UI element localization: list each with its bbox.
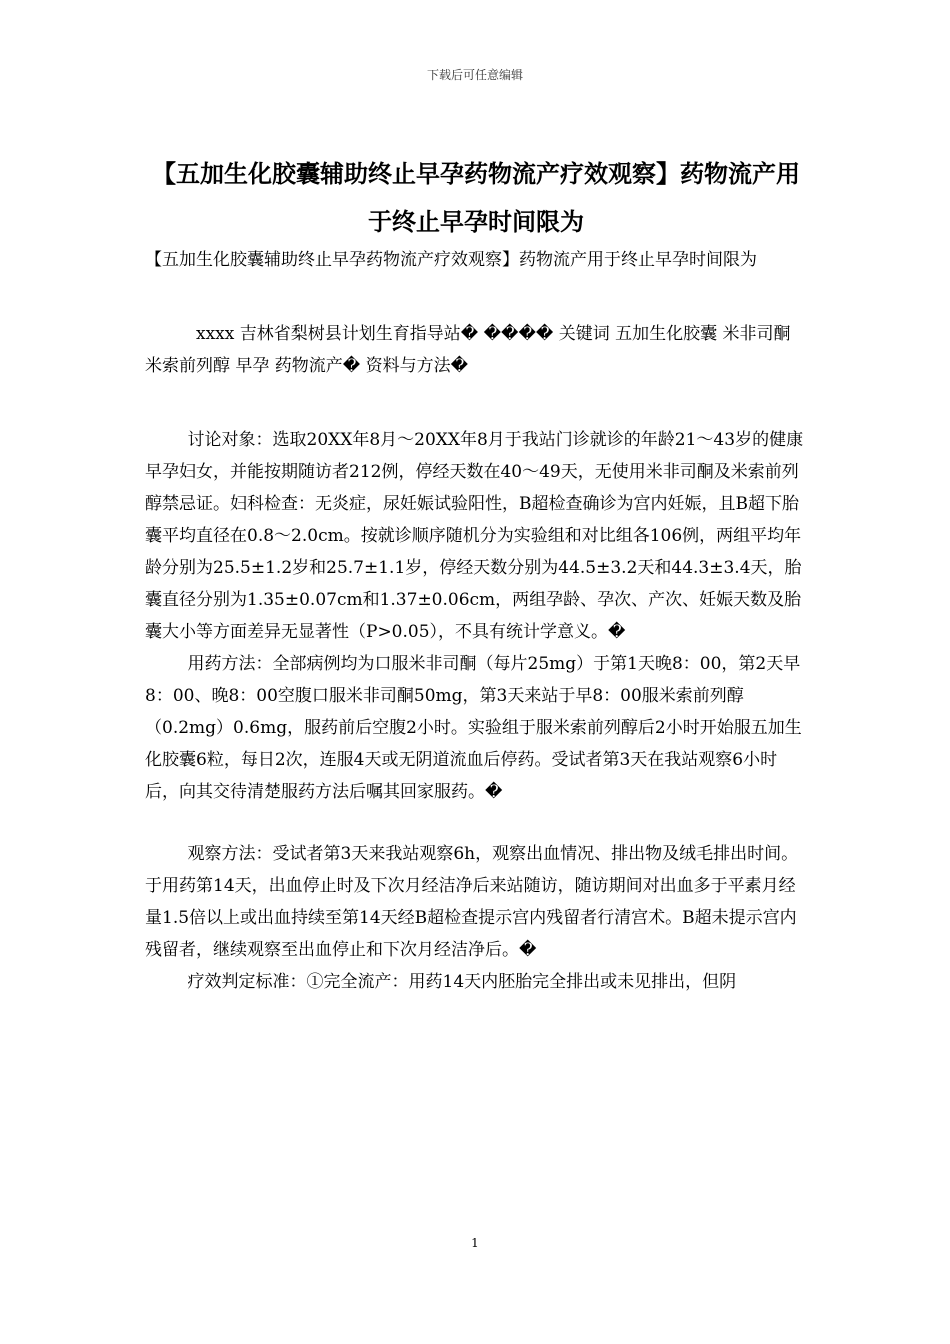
spacer — [145, 808, 807, 838]
subjects-paragraph: 讨论对象：选取20XX年8月～20XX年8月于我站门诊就诊的年龄21～43岁的健康早孕妇女，并能按期随访者212例，停经天数在40～49天，无使用米非司酮及米索前列醇禁忌证。妇科检查：无炎症，尿妊娠试验阳性，B超检查确诊为宫内妊娠，且B超下胎囊平均直径在0.8～2.0cm。按就诊顺序随机分为实验组和对比组各106例，两组平均年龄分别为25.5±1.2岁和25.7±1.1岁，停经天数分别为44.5±3.2天和44.3±3.4天，胎囊直径分别为1.35±0.07cm和1.37±0.06cm，两组孕龄、孕次、产次、妊娠天数及胎囊大小等方面差异无显著性（P>0.05），不具有统计学意义。� — [145, 430, 804, 642]
spacer — [145, 382, 807, 424]
subtitle-paragraph: 【五加生化胶囊辅助终止早孕药物流产疗效观察】药物流产用于终止早孕时间限为 — [145, 250, 757, 270]
observation-paragraph: 观察方法：受试者第3天来我站观察6h，观察出血情况、排出物及绒毛排出时间。于用药第14天，出血停止时及下次月经洁净后来站随访，随访期间对出血多于平素月经量1.5倍以上或出血持续至第14天经B超检查提示宫内残留者行清宫术。B超未提示宫内残留者，继续观察至出血停止和下次月经洁净后。� — [145, 844, 799, 960]
spacer — [145, 276, 807, 318]
page-number: 1 — [471, 1236, 479, 1250]
document-body — [145, 244, 807, 998]
medication-paragraph: 用药方法：全部病例均为口服米非司酮（每片25mg）于第1天晚8：00，第2天早8：00、晚8：00空腹口服米非司酮50mg，第3天来站于早8：00服米索前列醇（0.2mg）0.6mg，服药前后空腹2小时。实验组于服米索前列醇后2小时开始服五加生化胶囊6粒，每日2次，连服4天或无阴道流血后停药。受试者第3天在我站观察6小时后，向其交待清楚服药方法后嘱其回家服药。� — [145, 654, 802, 802]
author-keywords-paragraph: xxxx 吉林省梨树县计划生育指导站� ���� 关键词 五加生化胶囊 米非司酮 米索前列醇 早孕 药物流产� 资料与方法� — [145, 324, 791, 376]
page-header: 下载后可任意编辑 — [426, 68, 523, 82]
document-title: 【五加生化胶囊辅助终止早孕药物流产疗效观察】药物流产用于终止早孕时间限为 — [152, 160, 800, 236]
criteria-paragraph: 疗效判定标准：①完全流产：用药14天内胚胎完全排出或未见排出，但阴 — [187, 972, 737, 992]
